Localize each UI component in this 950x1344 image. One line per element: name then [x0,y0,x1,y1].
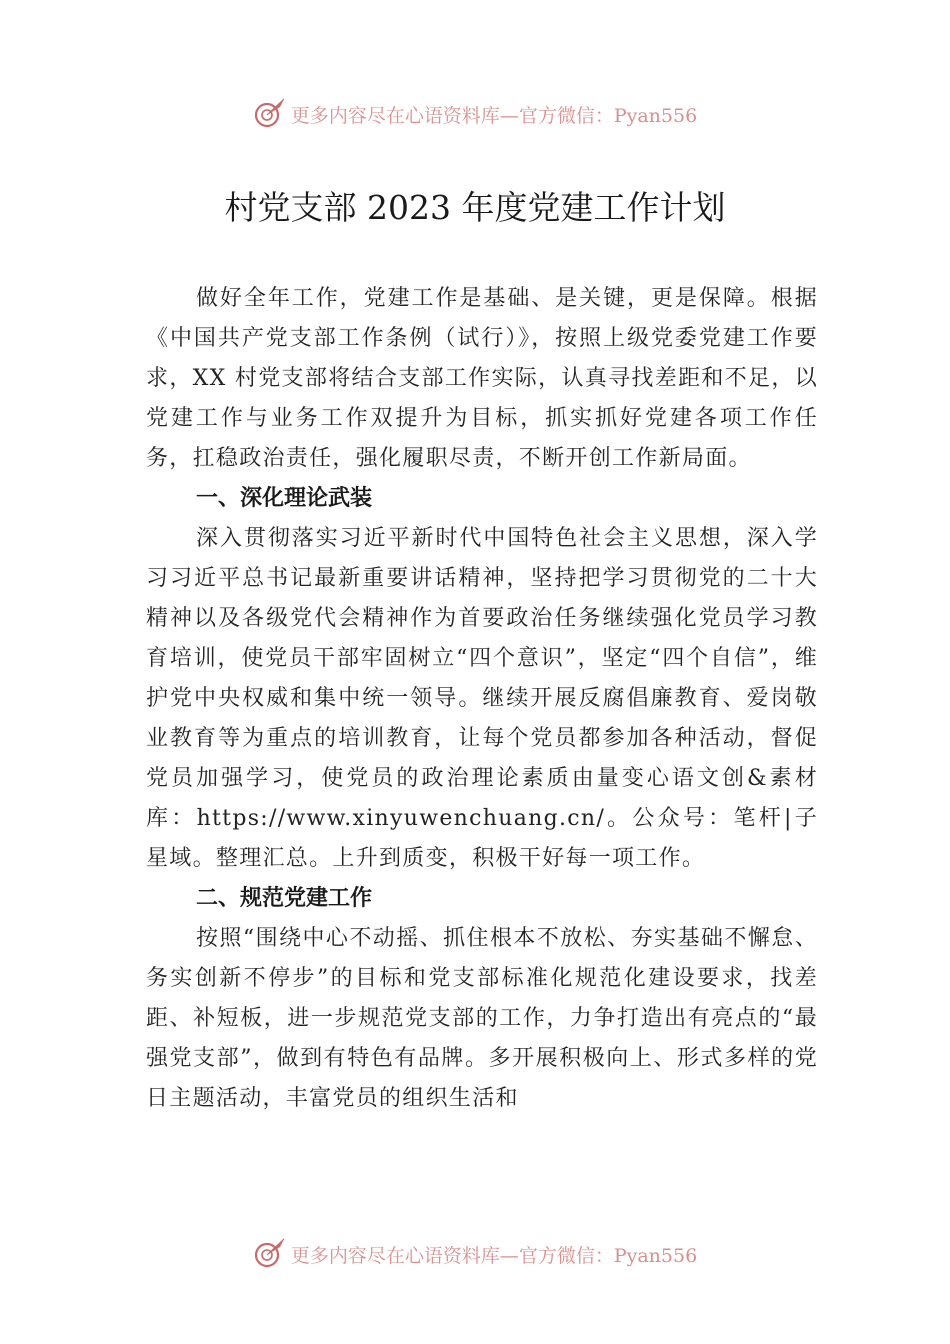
document-title: 村党支部 2023 年度党建工作计划 [224,188,726,227]
document-body [146,279,818,1119]
section-heading-1: 一、深化理论武装 [196,486,373,511]
watermark-text: 更多内容尽在心语资料库—官方微信：Pyan556 [290,104,698,127]
watermark-banner-bottom [0,1234,950,1274]
section-2-paragraph: 按照“围绕中心不动摇、抓住根本不放松、夯实基础不懈怠、务实创新不停步”的目标和党支部标准化规范化建设要求，找差距、补短板，进一步规范党支部的工作，力争打造出有亮点的“最强党支部”，做到有特色有品牌。多开展积极向上、形式多样的党日主题活动，丰富党员的组织生活和 [146,926,818,1111]
quill-logo-icon [253,1237,287,1271]
watermark-text: 更多内容尽在心语资料库—官方微信：Pyan556 [290,1244,698,1267]
intro-paragraph: 做好全年工作，党建工作是基础、是关键，更是保障。根据《中国共产党支部工作条例（试行）》，按照上级党委党建工作要求，XX 村党支部将结合支部工作实际，认真寻找差距和不足，以党建工作与业务工作双提升为目标，抓实抓好党建各项工作任务，扛稳政治责任，强化履职尽责，不断开创工作新局面。 [146,286,818,471]
section-1-paragraph: 深入贯彻落实习近平新时代中国特色社会主义思想，深入学习习近平总书记最新重要讲话精神，坚持把学习贯彻党的二十大精神以及各级党代会精神作为首要政治任务继续强化党员学习教育培训，使党员干部牢固树立“四个意识”，坚定“四个自信”，维护党中央权威和集中统一领导。继续开展反腐倡廉教育、爱岗敬业教育等为重点的培训教育，让每个党员都参加各种活动，督促党员加强学习，使党员的政治理论素质由量变心语文创&素材库：https://www.xinyuwenchuang.cn/。公众号：笔杆|子星域。整理汇总。上升到质变，积极干好每一项工作。 [146,526,818,871]
quill-logo-icon [253,97,287,131]
section-heading-2: 二、规范党建工作 [196,886,373,911]
watermark-banner-top [0,94,950,134]
